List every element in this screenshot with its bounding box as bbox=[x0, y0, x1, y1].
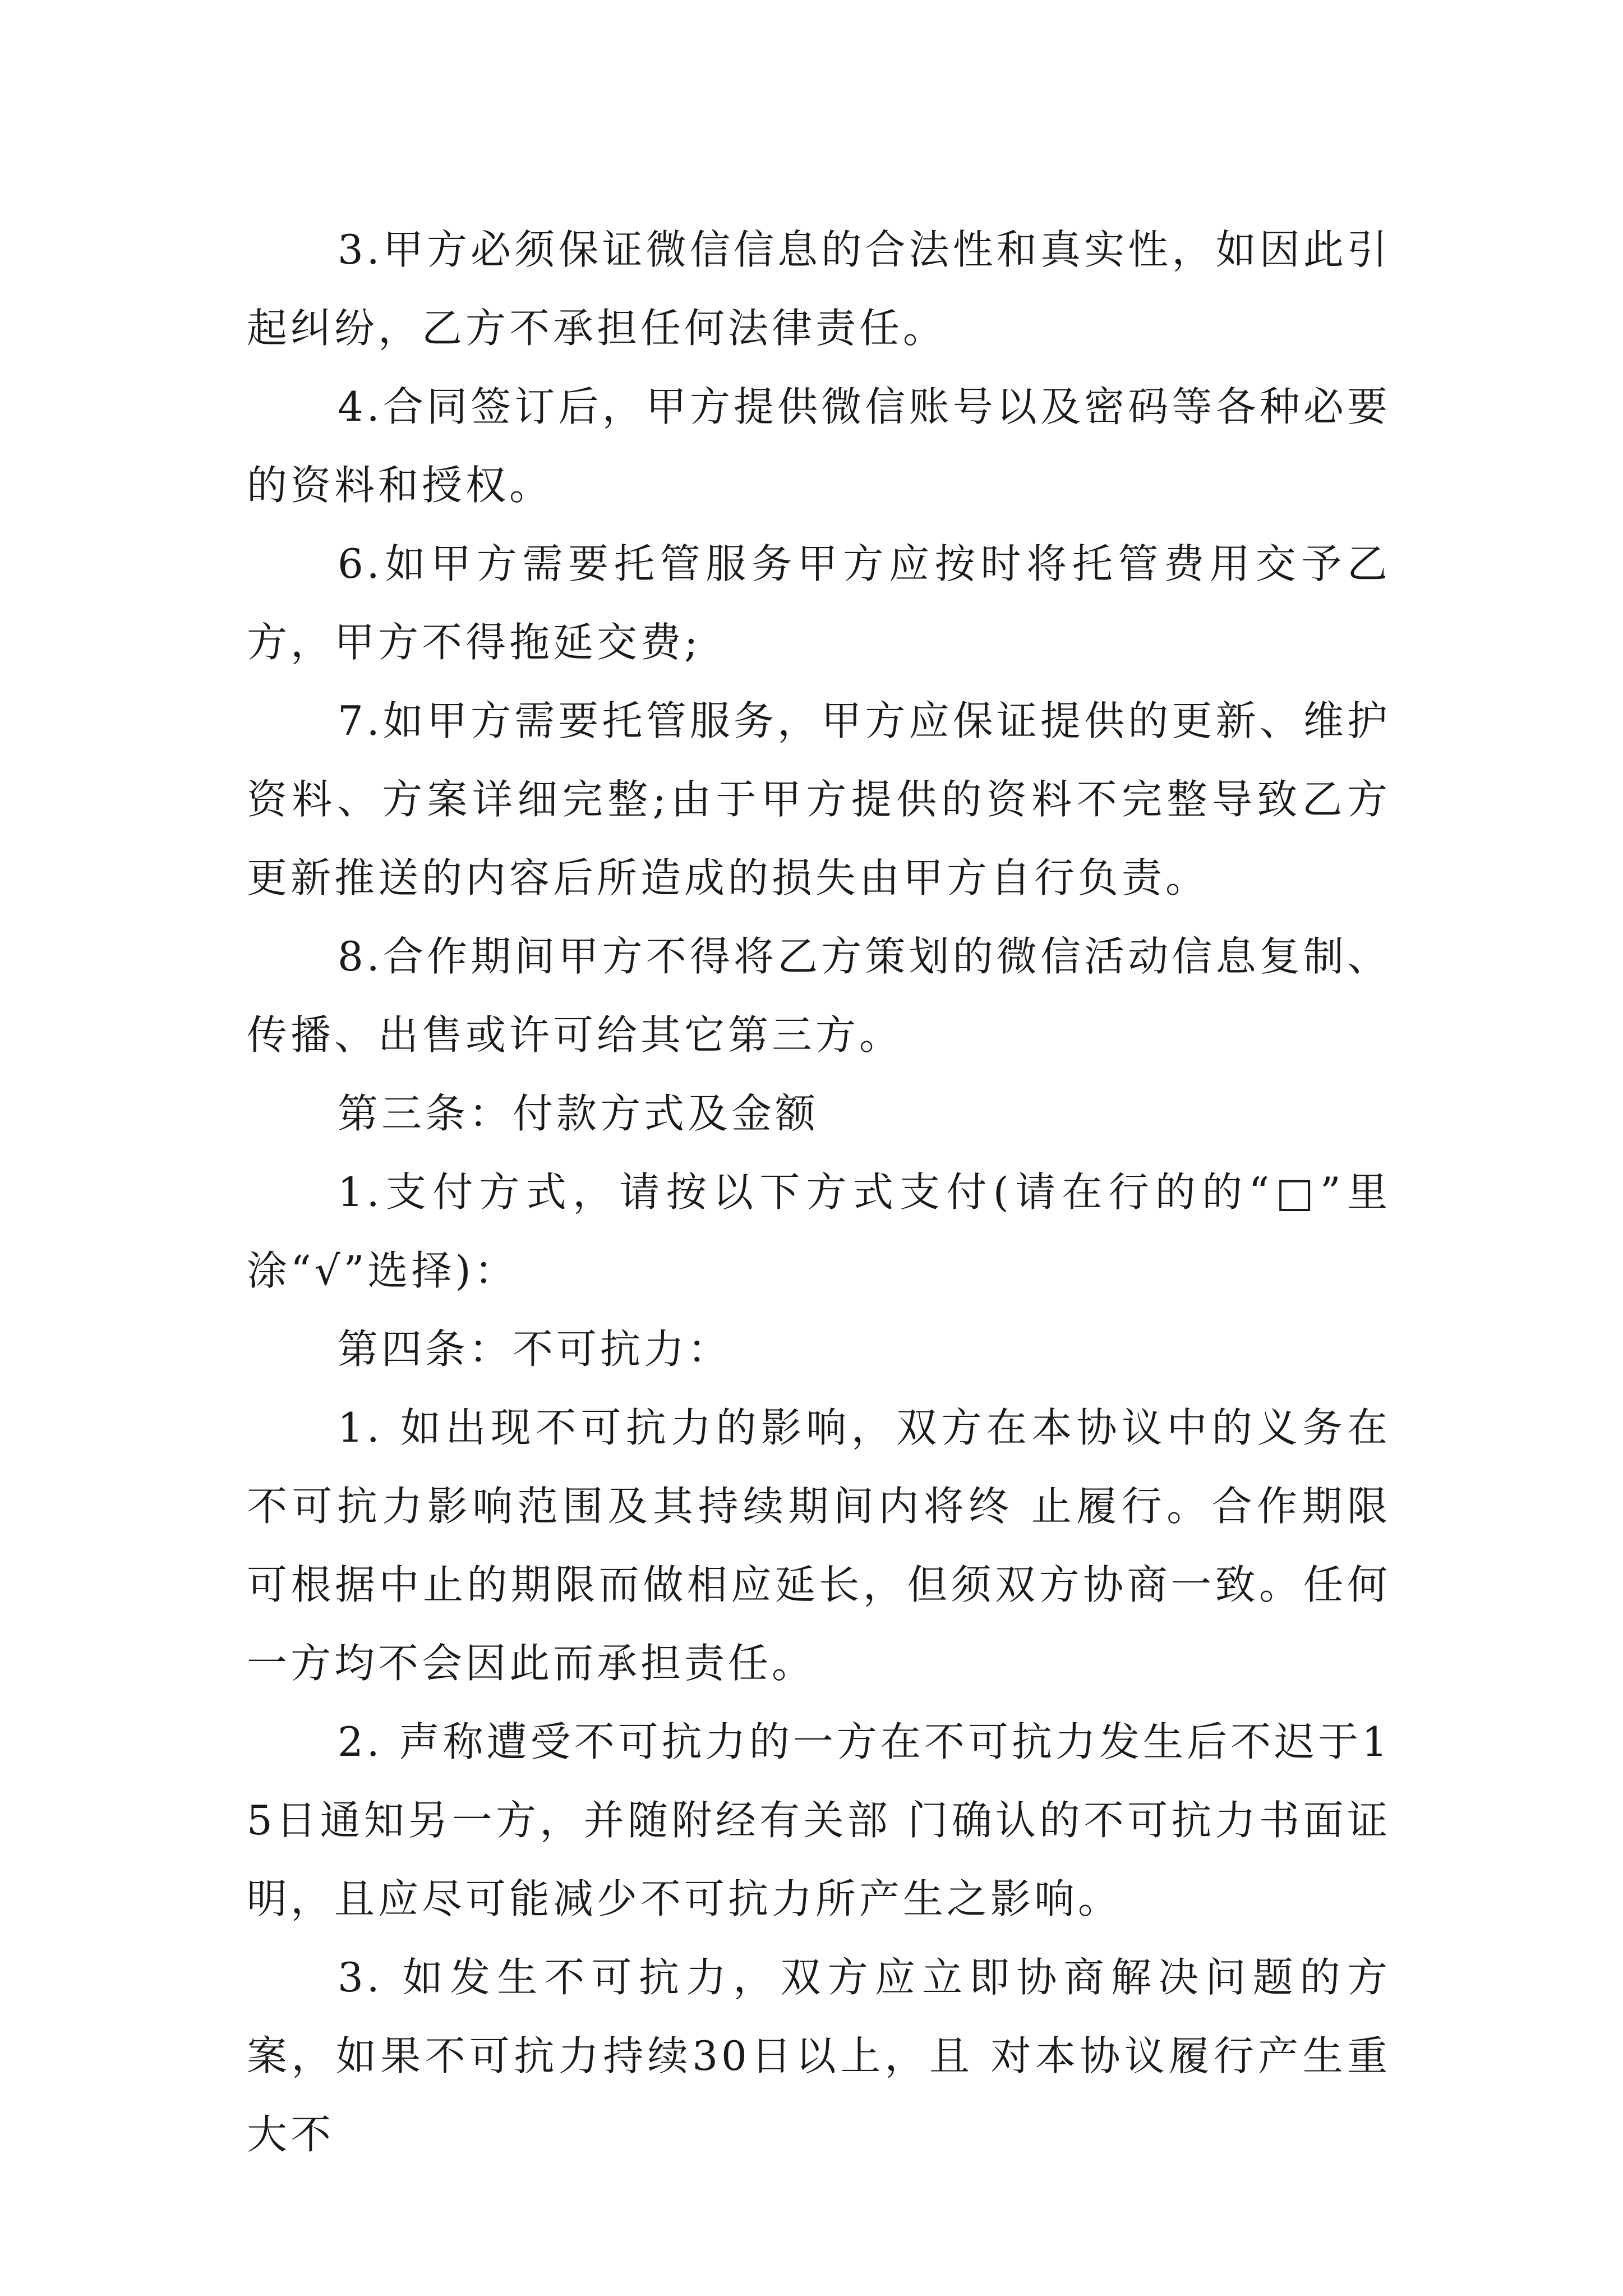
force-majeure-clause-3: 3. 如发生不可抗力，双方应立即协商解决问题的方案，如果不可抗力持续30日以上，且 对本协议履行产生重大不 bbox=[247, 1954, 1391, 2158]
clause-4-paragraph: 4.合同签订后，甲方提供微信账号以及密码等各种必要的资料和授权。 bbox=[247, 383, 1391, 509]
clause-3-paragraph: 3.甲方必须保证微信信息的合法性和真实性，如因此引起纠纷，乙方不承担任何法律责任。 bbox=[247, 226, 1391, 352]
clause-6-paragraph: 6.如甲方需要托管服务甲方应按时将托管费用交予乙方，甲方不得拖延交费; bbox=[247, 540, 1391, 666]
clause-7-paragraph: 7.如甲方需要托管服务，甲方应保证提供的更新、维护资料、方案详细完整;由于甲方提供的资料不完整导致乙方更新推送的内容后所造成的损失由甲方自行负责。 bbox=[247, 697, 1391, 901]
force-majeure-clause-1: 1. 如出现不可抗力的影响，双方在本协议中的义务在不可抗力影响范围及其持续期间内将终 止履行。合作期限可根据中止的期限而做相应延长，但须双方协商一致。任何一方均不会因此而承担责任。 bbox=[247, 1404, 1391, 1687]
document-body bbox=[247, 210, 1391, 2174]
article-3-heading: 第三条：付款方式及金额 bbox=[338, 1090, 819, 1137]
article-4-heading: 第四条：不可抗力： bbox=[338, 1326, 732, 1373]
payment-method-paragraph: 1.支付方式，请按以下方式支付(请在行的的“□”里涂“√”选择)： bbox=[247, 1168, 1391, 1294]
force-majeure-clause-2: 2. 声称遭受不可抗力的一方在不可抗力发生后不迟于15日通知另一方，并随附经有关部 门确认的不可抗力书面证明，且应尽可能减少不可抗力所产生之影响。 bbox=[247, 1718, 1391, 1922]
clause-8-paragraph: 8.合作期间甲方不得将乙方策划的微信活动信息复制、传播、出售或许可给其它第三方。 bbox=[247, 933, 1391, 1059]
